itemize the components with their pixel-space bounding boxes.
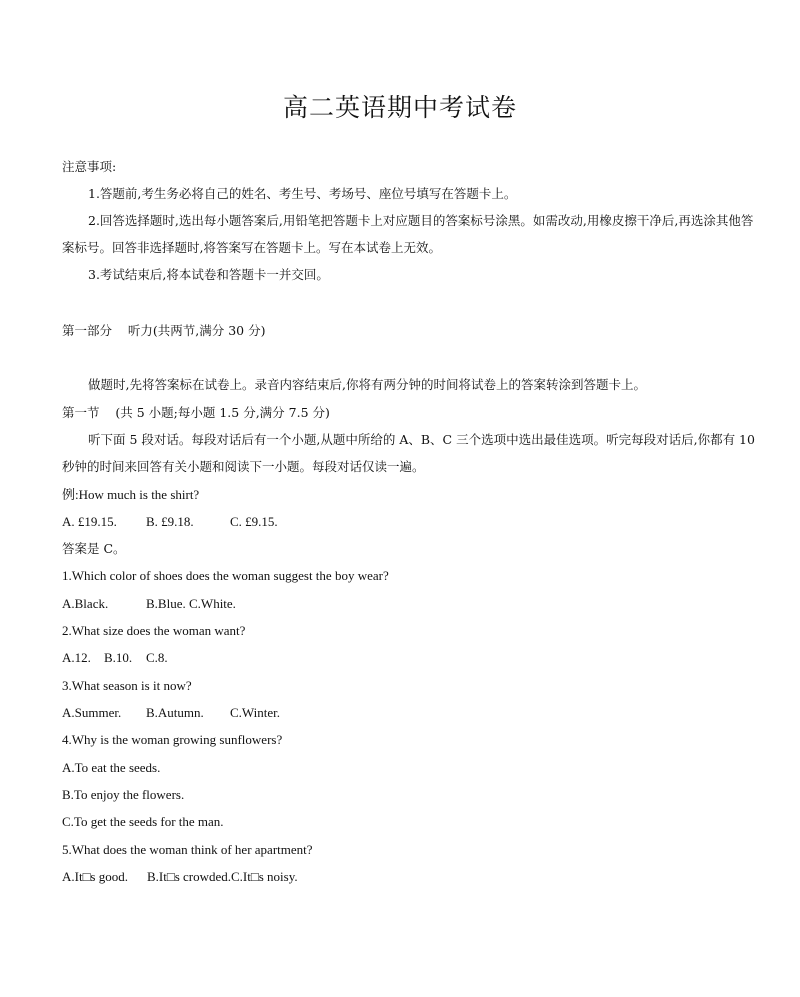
example-answer: 答案是 C。 — [62, 541, 126, 556]
question-2-options — [62, 649, 742, 667]
question-3: 3.What season is it now? — [62, 678, 192, 693]
question-3-options — [62, 704, 742, 722]
example-options — [62, 513, 742, 531]
q1-option-b: B.Blue. — [146, 596, 186, 611]
section1-direction-cont: 秒钟的时间来回答有关小题和阅读下一小题。每段对话仅读一遍。 — [62, 459, 425, 474]
question-4: 4.Why is the woman growing sunflowers? — [62, 732, 283, 747]
q4-option-c: C.To get the seeds for the man. — [62, 814, 224, 829]
q3-option-b: B.Autumn. — [146, 705, 204, 720]
example-option-a: A. £19.15. — [62, 514, 117, 529]
question-5-options — [62, 868, 742, 886]
section1-heading: 第一节 (共 5 小题;每小题 1.5 分,满分 7.5 分) — [62, 405, 330, 420]
q1-option-a: A.Black. — [62, 596, 109, 611]
q2-option-c: C.8. — [146, 650, 168, 665]
q4-option-a: A.To eat the seeds. — [62, 760, 161, 775]
q5-option-c: C.It□s noisy. — [231, 869, 298, 884]
q5-option-b: B.It□s crowded. — [147, 869, 232, 884]
example-option-c: C. £9.15. — [230, 514, 278, 529]
question-1: 1.Which color of shoes does the woman suggest the boy wear? — [62, 568, 389, 583]
q3-option-c: C.Winter. — [230, 705, 281, 720]
q4-option-b: B.To enjoy the flowers. — [62, 787, 185, 802]
notice-item-2-cont: 案标号。回答非选择题时,将答案写在答题卡上。写在本试卷上无效。 — [62, 240, 441, 255]
q5-option-a: A.It□s good. — [62, 869, 128, 884]
notice-heading: 注意事项: — [62, 159, 117, 174]
question-5: 5.What does the woman think of her apartment? — [62, 842, 313, 857]
notice-item-3: 3.考试结束后,将本试卷和答题卡一并交回。 — [88, 267, 329, 282]
q2-option-a: A.12. — [62, 650, 91, 665]
q2-option-b: B.10. — [104, 650, 133, 665]
question-2: 2.What size does the woman want? — [62, 623, 246, 638]
q3-option-a: A.Summer. — [62, 705, 122, 720]
example-option-b: B. £9.18. — [146, 514, 194, 529]
notice-item-1: 1.答题前,考生务必将自己的姓名、考生号、考场号、座位号填写在答题卡上。 — [88, 186, 517, 201]
notice-item-2: 2.回答选择题时,选出每小题答案后,用铅笔把答题卡上对应题目的答案标号涂黑。如需改动,用橡皮擦干净后,再选涂其他答 — [88, 213, 754, 228]
exam-title: 高二英语期中考试卷 — [282, 93, 517, 122]
example-question: 例:How much is the shirt? — [62, 487, 200, 502]
q1-option-c: C.White. — [189, 596, 236, 611]
part1-heading: 第一部分 听力(共两节,满分 30 分) — [62, 323, 266, 338]
part1-instruction: 做题时,先将答案标在试卷上。录音内容结束后,你将有两分钟的时间将试卷上的答案转涂到答题卡上。 — [88, 377, 646, 392]
question-1-options — [62, 595, 742, 613]
section1-direction: 听下面 5 段对话。每段对话后有一个小题,从题中所给的 A、B、C 三个选项中选出最佳选项。听完每段对话后,你都有 10 — [88, 432, 755, 447]
